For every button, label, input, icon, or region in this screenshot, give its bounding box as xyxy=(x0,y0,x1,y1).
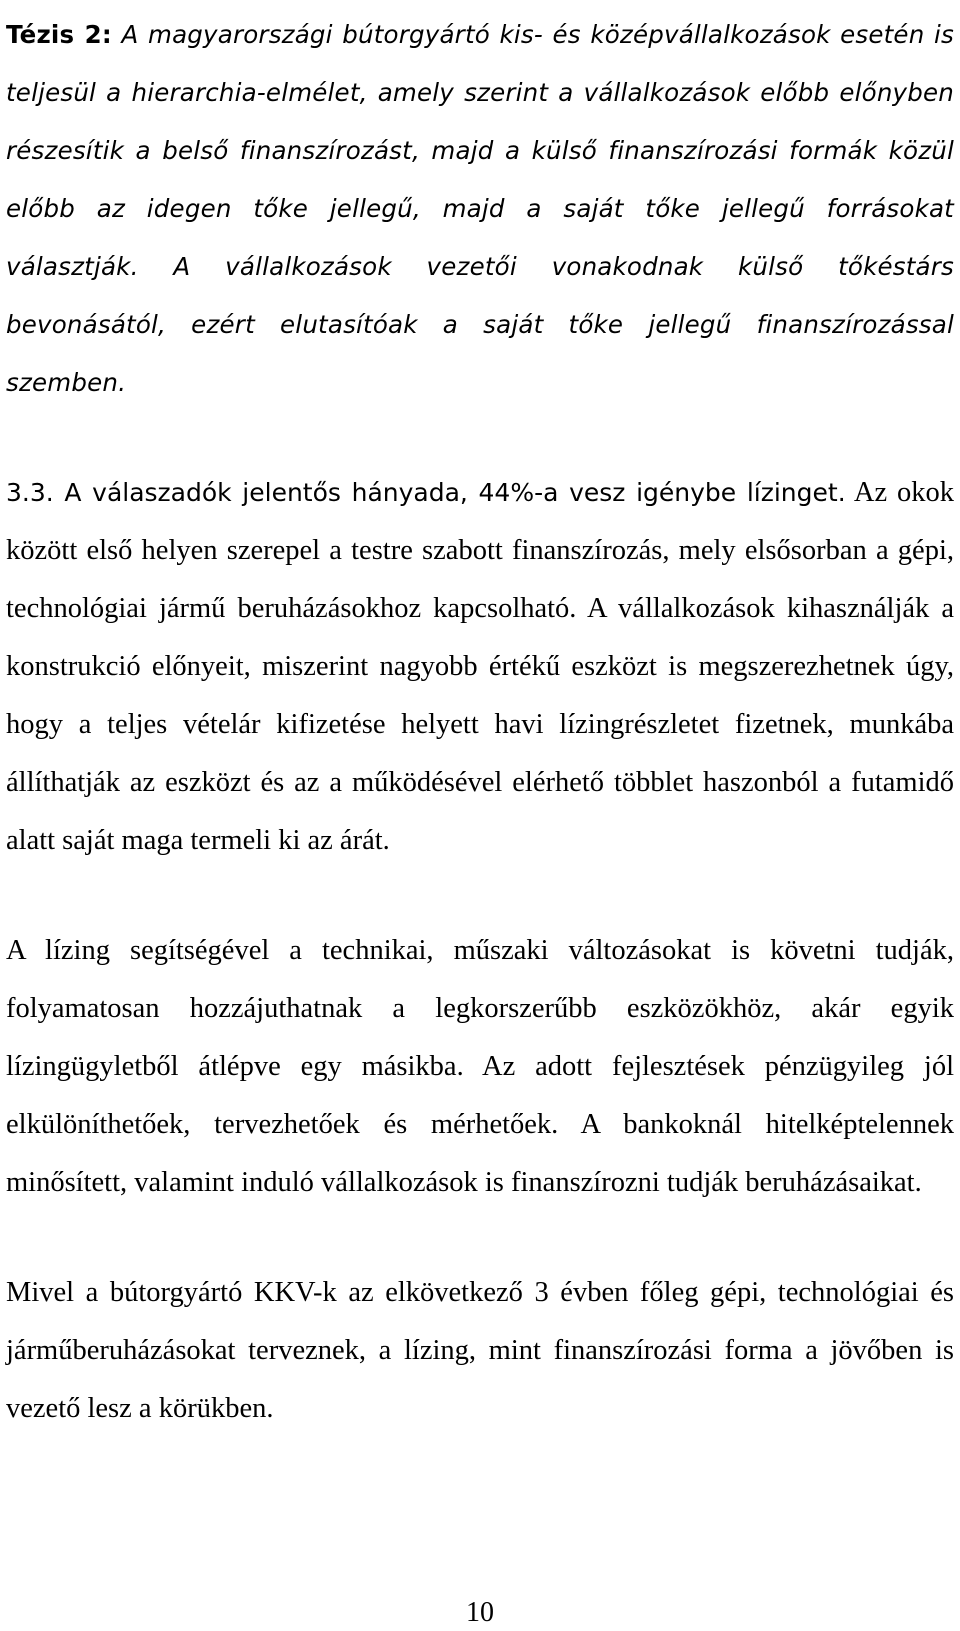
document-page xyxy=(6,6,954,1438)
thesis-text: A magyarországi bútorgyártó kis- és középvállalkozások esetén is teljesül a hierarchia-elmélet, amely szerint a vállalkozások előbb előnyben részesítik a belső finanszírozást, majd a külső finanszírozási formák közül előbb az idegen tőke jellegű, majd a saját tőke jellegű forrásokat választják. A vállalkozások vezetői vonakodnak külső tőkéstárs bevonásától, ezért elutasítóak a saját tőke jellegű finanszírozással szemben. xyxy=(6,20,954,397)
thesis-label: Tézis 2: xyxy=(6,20,112,49)
section-paragraph-3-3 xyxy=(6,464,954,870)
leasing-outlook-paragraph: Mivel a bútorgyártó KKV-k az elkövetkező 3 évben főleg gépi, technológiai és járműberuházásokat terveznek, a lízing, mint finanszírozási forma a jövőben is vezető lesz a körükben. xyxy=(6,1277,954,1424)
thesis-paragraph xyxy=(6,6,954,412)
leasing-benefits-paragraph: A lízing segítségével a technikai, műszaki változásokat is követni tudják, folyamatosan hozzájuthatnak a legkorszerűbb eszközökhöz, akár egyik lízingügyletből átlépve egy másikba. Az adott fejlesztések pénzügyileg jól elkülöníthetőek, tervezhetőek és mérhetőek. A bankoknál hitelképtelennek minősített, valamint induló vállalkozások is finanszírozni tudják beruházásaikat. xyxy=(6,935,954,1198)
section-body-text: Az okok között első helyen szerepel a testre szabott finanszírozás, mely elsősorban a gépi, technológiai jármű beruházásokhoz kapcsolható. A vállalkozások kihasználják a konstrukció előnyeit, miszerint nagyobb értékű eszközt is megszerezhetnek úgy, hogy a teljes vételár kifizetése helyett havi lízingrészletet fizetnek, munkába állíthatják az eszközt és az a működésével elérhető többlet haszonból a futamidő alatt saját maga termeli ki az árát. xyxy=(6,477,954,856)
section-lead-sentence: A válaszadók jelentős hányada, 44%-a vesz igénybe lízinget. xyxy=(53,478,846,507)
page-number: 10 xyxy=(466,1597,494,1628)
section-number: 3.3. xyxy=(6,478,54,507)
